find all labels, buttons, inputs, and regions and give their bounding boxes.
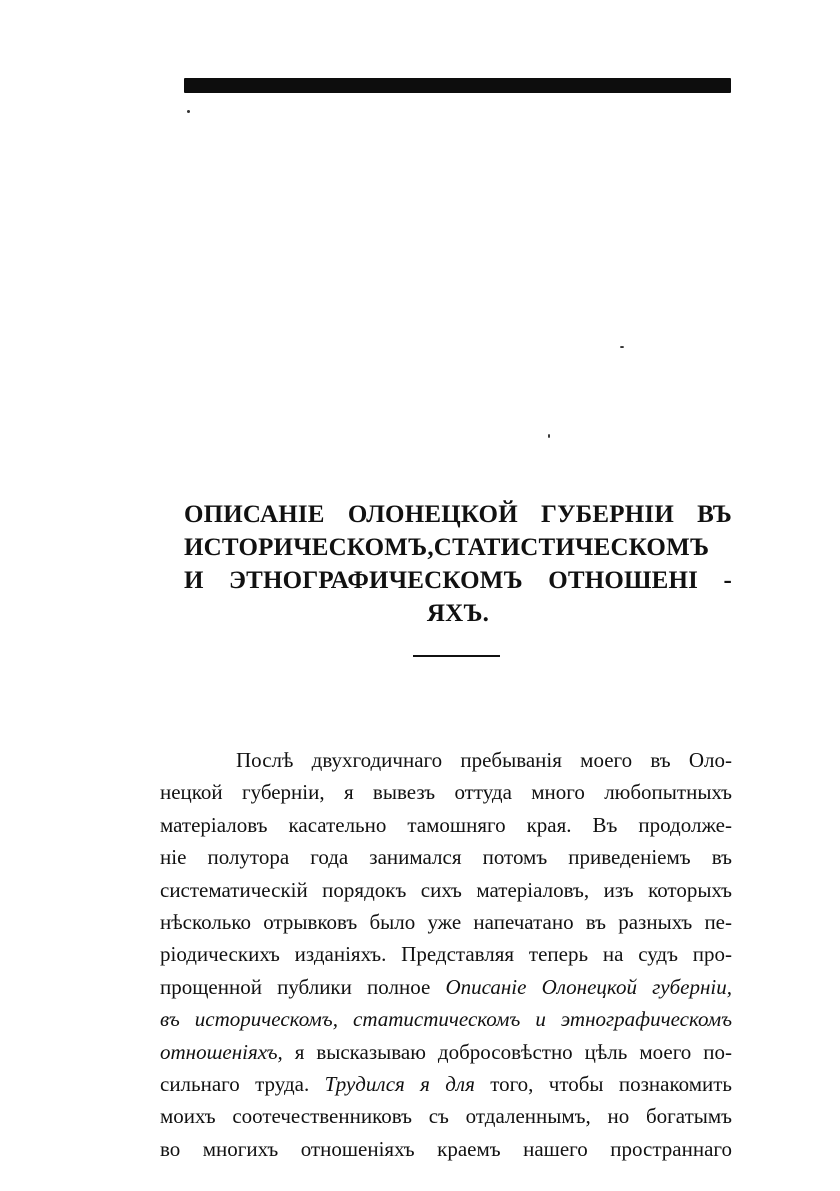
title-line: ИСТОРИЧЕСКОМЪ,СТАТИСТИЧЕСКОМЪ [184,534,710,561]
title-line: ЯХЪ. [426,600,490,627]
line-text: я высказываю добросовѣстно цѣль моего по- [282,1039,732,1064]
text-line [160,1068,732,1100]
body-paragraph [160,744,732,1165]
title-line: ОПИСАНІЕ ОЛОНЕЦКОЙ ГУБЕРНІИ ВЪ [184,501,732,528]
line-text: сильнаго труда. [160,1072,325,1097]
line-text: ніе полутора года занимался потомъ приведеніемъ въ [160,845,732,870]
italic-title-text: Описаніе Олонецкой губерніи, [445,974,732,999]
title-divider [413,655,500,657]
text-line [160,1133,732,1165]
text-line [160,938,732,970]
print-speck [620,346,624,348]
chapter-title [184,498,732,630]
title-line: И ЭТНОГРАФИЧЕСКОМЪ ОТНОШЕНІ - [184,567,732,594]
text-line [160,971,732,1003]
text-line [160,809,732,841]
line-text: во многихъ отношеніяхъ краемъ нашего пространнаго [160,1136,732,1161]
print-speck [187,110,190,113]
text-line [160,776,732,808]
line-text: ріодическихъ изданіяхъ. Представляя теперь на судъ про- [160,942,732,967]
italic-text: Трудился я для [324,1072,475,1097]
line-text: прощенной публики полное [160,974,446,999]
text-line [160,841,732,873]
text-line [160,1100,732,1132]
line-text: матеріаловъ касательно тамошняго края. Въ продолже- [160,812,732,837]
header-ornament-rule [184,78,731,93]
text-line [160,874,732,906]
italic-title-text: отношеніяхъ, [160,1039,283,1064]
line-text: Послѣ двухгодичнаго пребыванія моего въ Оло- [236,748,732,772]
print-speck [548,434,550,438]
line-text: систематическій порядокъ сихъ матеріаловъ, изъ которыхъ [160,877,732,902]
line-text: нѣсколько отрывковъ было уже напечатано въ разныхъ пе- [160,910,732,935]
italic-title-text: въ историческомъ, статистическомъ и этнографическомъ [160,1007,732,1032]
line-text: того, чтобы познакомить [474,1072,733,1097]
text-line [160,1003,732,1035]
text-line [160,744,732,776]
text-line [160,1036,732,1068]
line-text: нецкой губерніи, я вывезъ оттуда много любопытныхъ [160,780,732,805]
line-text: моихъ соотечественниковъ съ отдаленнымъ, но богатымъ [160,1104,732,1129]
text-line [160,906,732,938]
